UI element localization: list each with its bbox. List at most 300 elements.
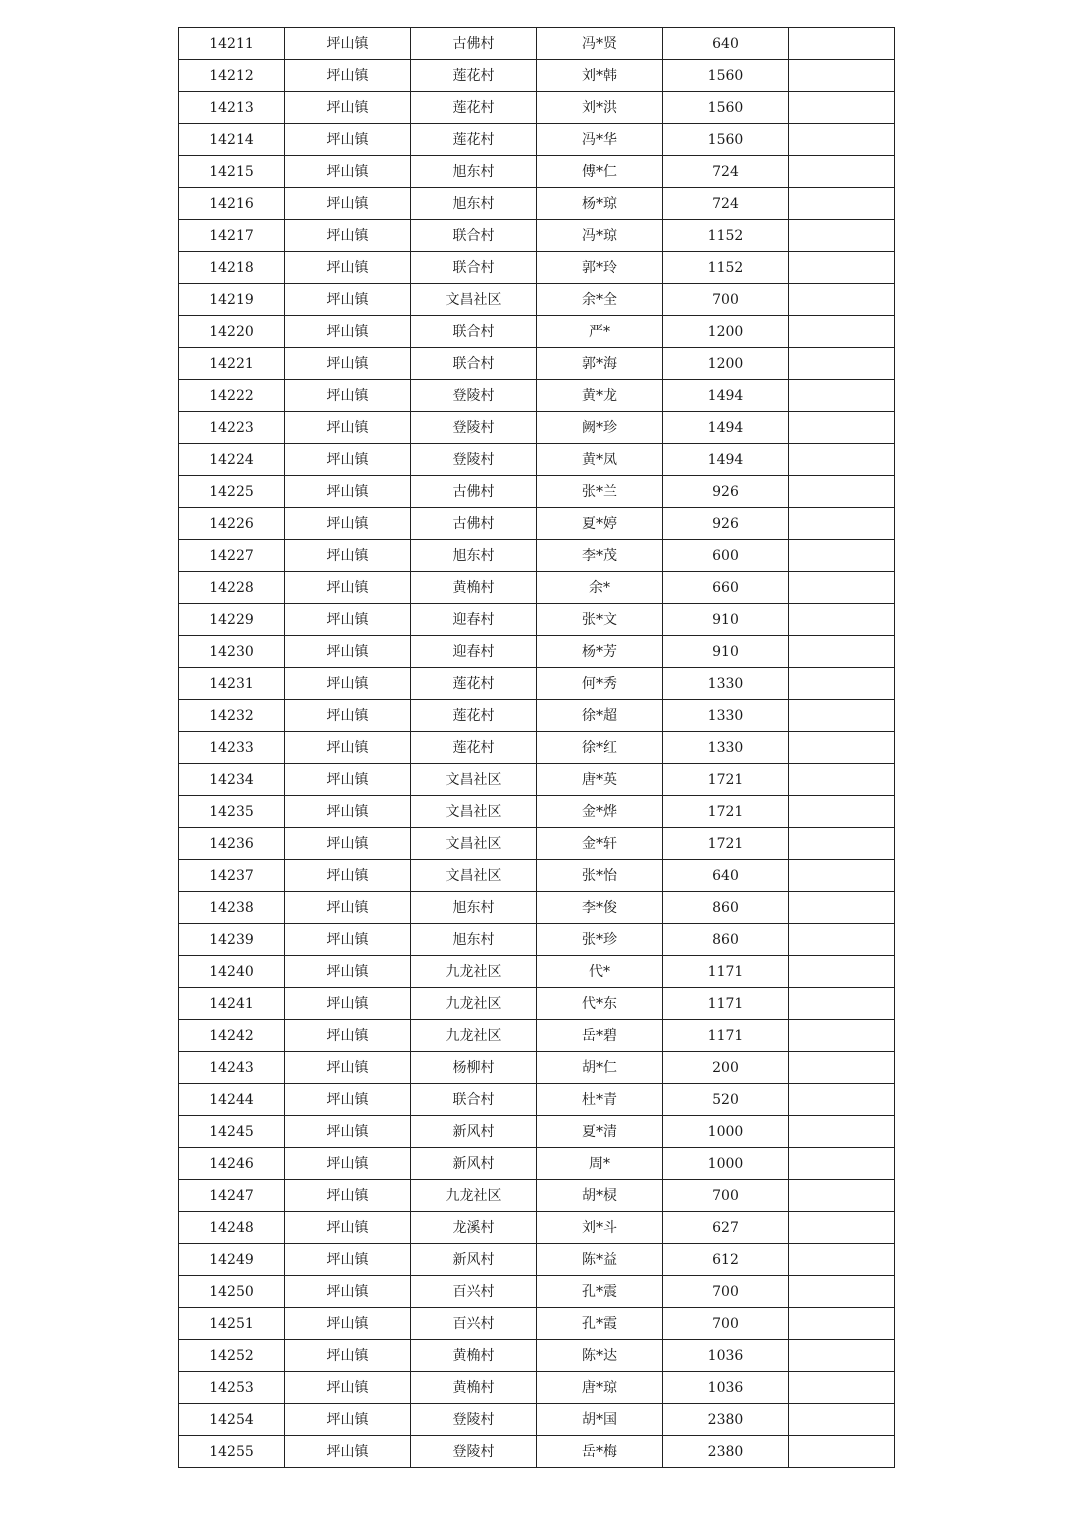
village-cell: 古佛村 (411, 508, 537, 540)
town-cell: 坪山镇 (285, 700, 411, 732)
table-row (179, 380, 895, 412)
town-cell: 坪山镇 (285, 1084, 411, 1116)
table-row (179, 1244, 895, 1276)
row-id-cell: 14232 (179, 700, 285, 732)
note-cell (789, 764, 895, 796)
town-cell: 坪山镇 (285, 924, 411, 956)
note-cell (789, 28, 895, 60)
name-cell: 陈*达 (537, 1340, 663, 1372)
amount-cell: 2380 (663, 1436, 789, 1468)
amount-cell: 724 (663, 156, 789, 188)
name-cell: 孔*震 (537, 1276, 663, 1308)
row-id-cell: 14224 (179, 444, 285, 476)
name-cell: 徐*超 (537, 700, 663, 732)
row-id-cell: 14235 (179, 796, 285, 828)
row-id-cell: 14233 (179, 732, 285, 764)
name-cell: 周* (537, 1148, 663, 1180)
row-id-cell: 14225 (179, 476, 285, 508)
village-cell: 联合村 (411, 252, 537, 284)
town-cell: 坪山镇 (285, 828, 411, 860)
row-id-cell: 14248 (179, 1212, 285, 1244)
town-cell: 坪山镇 (285, 252, 411, 284)
name-cell: 张*怡 (537, 860, 663, 892)
row-id-cell: 14227 (179, 540, 285, 572)
row-id-cell: 14253 (179, 1372, 285, 1404)
note-cell (789, 604, 895, 636)
name-cell: 胡*棂 (537, 1180, 663, 1212)
note-cell (789, 380, 895, 412)
note-cell (789, 188, 895, 220)
row-id-cell: 14242 (179, 1020, 285, 1052)
note-cell (789, 1180, 895, 1212)
note-cell (789, 1148, 895, 1180)
amount-cell: 1560 (663, 60, 789, 92)
town-cell: 坪山镇 (285, 1340, 411, 1372)
name-cell: 胡*国 (537, 1404, 663, 1436)
amount-cell: 1721 (663, 828, 789, 860)
town-cell: 坪山镇 (285, 156, 411, 188)
note-cell (789, 860, 895, 892)
table-row (179, 1436, 895, 1468)
name-cell: 李*茂 (537, 540, 663, 572)
village-cell: 新风村 (411, 1148, 537, 1180)
village-cell: 文昌社区 (411, 796, 537, 828)
row-id-cell: 14240 (179, 956, 285, 988)
amount-cell: 1560 (663, 92, 789, 124)
row-id-cell: 14250 (179, 1276, 285, 1308)
note-cell (789, 1052, 895, 1084)
note-cell (789, 508, 895, 540)
table-row (179, 1084, 895, 1116)
town-cell: 坪山镇 (285, 1404, 411, 1436)
row-id-cell: 14214 (179, 124, 285, 156)
name-cell: 唐*琼 (537, 1372, 663, 1404)
amount-cell: 700 (663, 284, 789, 316)
village-cell: 旭东村 (411, 892, 537, 924)
town-cell: 坪山镇 (285, 956, 411, 988)
note-cell (789, 892, 895, 924)
amount-cell: 1171 (663, 956, 789, 988)
village-cell: 九龙社区 (411, 1020, 537, 1052)
village-cell: 黄桷村 (411, 1340, 537, 1372)
note-cell (789, 124, 895, 156)
name-cell: 何*秀 (537, 668, 663, 700)
name-cell: 夏*清 (537, 1116, 663, 1148)
row-id-cell: 14245 (179, 1116, 285, 1148)
name-cell: 杨*芳 (537, 636, 663, 668)
row-id-cell: 14238 (179, 892, 285, 924)
row-id-cell: 14236 (179, 828, 285, 860)
table-row (179, 1372, 895, 1404)
village-cell: 登陵村 (411, 444, 537, 476)
table-row (179, 924, 895, 956)
row-id-cell: 14243 (179, 1052, 285, 1084)
village-cell: 联合村 (411, 220, 537, 252)
note-cell (789, 732, 895, 764)
amount-cell: 910 (663, 604, 789, 636)
table-row (179, 1180, 895, 1212)
amount-cell: 1036 (663, 1372, 789, 1404)
town-cell: 坪山镇 (285, 892, 411, 924)
village-cell: 文昌社区 (411, 284, 537, 316)
amount-cell: 724 (663, 188, 789, 220)
name-cell: 杜*青 (537, 1084, 663, 1116)
village-cell: 迎春村 (411, 604, 537, 636)
village-cell: 联合村 (411, 1084, 537, 1116)
town-cell: 坪山镇 (285, 1148, 411, 1180)
row-id-cell: 14241 (179, 988, 285, 1020)
note-cell (789, 252, 895, 284)
village-cell: 黄桷村 (411, 572, 537, 604)
name-cell: 张*文 (537, 604, 663, 636)
village-cell: 百兴村 (411, 1308, 537, 1340)
town-cell: 坪山镇 (285, 1436, 411, 1468)
name-cell: 余* (537, 572, 663, 604)
table-row (179, 1020, 895, 1052)
table-row (179, 252, 895, 284)
note-cell (789, 956, 895, 988)
note-cell (789, 284, 895, 316)
note-cell (789, 156, 895, 188)
name-cell: 余*全 (537, 284, 663, 316)
row-id-cell: 14246 (179, 1148, 285, 1180)
table-row (179, 220, 895, 252)
village-cell: 莲花村 (411, 92, 537, 124)
name-cell: 严* (537, 316, 663, 348)
table-row (179, 284, 895, 316)
note-cell (789, 220, 895, 252)
name-cell: 张*珍 (537, 924, 663, 956)
amount-cell: 612 (663, 1244, 789, 1276)
row-id-cell: 14252 (179, 1340, 285, 1372)
table-row (179, 1052, 895, 1084)
amount-cell: 700 (663, 1308, 789, 1340)
row-id-cell: 14216 (179, 188, 285, 220)
village-cell: 莲花村 (411, 668, 537, 700)
subsidy-table (178, 27, 895, 1468)
table-row (179, 316, 895, 348)
row-id-cell: 14223 (179, 412, 285, 444)
table-row (179, 476, 895, 508)
name-cell: 徐*红 (537, 732, 663, 764)
name-cell: 岳*碧 (537, 1020, 663, 1052)
row-id-cell: 14213 (179, 92, 285, 124)
table-row (179, 444, 895, 476)
village-cell: 杨柳村 (411, 1052, 537, 1084)
note-cell (789, 636, 895, 668)
row-id-cell: 14237 (179, 860, 285, 892)
note-cell (789, 60, 895, 92)
village-cell: 旭东村 (411, 924, 537, 956)
village-cell: 登陵村 (411, 1404, 537, 1436)
town-cell: 坪山镇 (285, 1052, 411, 1084)
table-row (179, 604, 895, 636)
note-cell (789, 476, 895, 508)
amount-cell: 1000 (663, 1148, 789, 1180)
note-cell (789, 1436, 895, 1468)
village-cell: 旭东村 (411, 156, 537, 188)
note-cell (789, 412, 895, 444)
amount-cell: 926 (663, 508, 789, 540)
name-cell: 金*烨 (537, 796, 663, 828)
row-id-cell: 14247 (179, 1180, 285, 1212)
amount-cell: 1200 (663, 348, 789, 380)
row-id-cell: 14211 (179, 28, 285, 60)
town-cell: 坪山镇 (285, 28, 411, 60)
table-row (179, 796, 895, 828)
town-cell: 坪山镇 (285, 764, 411, 796)
village-cell: 莲花村 (411, 732, 537, 764)
note-cell (789, 796, 895, 828)
amount-cell: 700 (663, 1180, 789, 1212)
amount-cell: 1330 (663, 700, 789, 732)
name-cell: 金*轩 (537, 828, 663, 860)
row-id-cell: 14244 (179, 1084, 285, 1116)
note-cell (789, 572, 895, 604)
amount-cell: 200 (663, 1052, 789, 1084)
town-cell: 坪山镇 (285, 636, 411, 668)
amount-cell: 860 (663, 892, 789, 924)
table-row (179, 412, 895, 444)
name-cell: 陈*益 (537, 1244, 663, 1276)
name-cell: 黄*龙 (537, 380, 663, 412)
note-cell (789, 1372, 895, 1404)
town-cell: 坪山镇 (285, 476, 411, 508)
village-cell: 文昌社区 (411, 828, 537, 860)
name-cell: 刘*韩 (537, 60, 663, 92)
row-id-cell: 14226 (179, 508, 285, 540)
name-cell: 代* (537, 956, 663, 988)
table-row (179, 1340, 895, 1372)
village-cell: 龙溪村 (411, 1212, 537, 1244)
amount-cell: 1000 (663, 1116, 789, 1148)
row-id-cell: 14222 (179, 380, 285, 412)
name-cell: 刘*斗 (537, 1212, 663, 1244)
town-cell: 坪山镇 (285, 444, 411, 476)
town-cell: 坪山镇 (285, 1372, 411, 1404)
amount-cell: 1152 (663, 220, 789, 252)
amount-cell: 2380 (663, 1404, 789, 1436)
amount-cell: 1721 (663, 764, 789, 796)
name-cell: 代*东 (537, 988, 663, 1020)
amount-cell: 520 (663, 1084, 789, 1116)
town-cell: 坪山镇 (285, 1180, 411, 1212)
amount-cell: 1171 (663, 988, 789, 1020)
table-row (179, 988, 895, 1020)
table-row (179, 540, 895, 572)
village-cell: 莲花村 (411, 60, 537, 92)
town-cell: 坪山镇 (285, 668, 411, 700)
table-row (179, 92, 895, 124)
note-cell (789, 828, 895, 860)
village-cell: 迎春村 (411, 636, 537, 668)
table-row (179, 1116, 895, 1148)
village-cell: 新风村 (411, 1244, 537, 1276)
table-row (179, 1276, 895, 1308)
village-cell: 旭东村 (411, 540, 537, 572)
village-cell: 莲花村 (411, 700, 537, 732)
table-row (179, 348, 895, 380)
name-cell: 阙*珍 (537, 412, 663, 444)
amount-cell: 1494 (663, 444, 789, 476)
note-cell (789, 92, 895, 124)
name-cell: 冯*华 (537, 124, 663, 156)
name-cell: 夏*婷 (537, 508, 663, 540)
town-cell: 坪山镇 (285, 1116, 411, 1148)
note-cell (789, 1020, 895, 1052)
town-cell: 坪山镇 (285, 188, 411, 220)
name-cell: 李*俊 (537, 892, 663, 924)
name-cell: 杨*琼 (537, 188, 663, 220)
table-row (179, 828, 895, 860)
village-cell: 九龙社区 (411, 956, 537, 988)
amount-cell: 660 (663, 572, 789, 604)
amount-cell: 640 (663, 860, 789, 892)
amount-cell: 1036 (663, 1340, 789, 1372)
town-cell: 坪山镇 (285, 412, 411, 444)
row-id-cell: 14251 (179, 1308, 285, 1340)
row-id-cell: 14228 (179, 572, 285, 604)
amount-cell: 627 (663, 1212, 789, 1244)
table-row (179, 700, 895, 732)
name-cell: 冯*琼 (537, 220, 663, 252)
town-cell: 坪山镇 (285, 60, 411, 92)
row-id-cell: 14215 (179, 156, 285, 188)
town-cell: 坪山镇 (285, 860, 411, 892)
row-id-cell: 14212 (179, 60, 285, 92)
village-cell: 黄桷村 (411, 1372, 537, 1404)
village-cell: 旭东村 (411, 188, 537, 220)
amount-cell: 1152 (663, 252, 789, 284)
amount-cell: 700 (663, 1276, 789, 1308)
name-cell: 岳*梅 (537, 1436, 663, 1468)
town-cell: 坪山镇 (285, 1244, 411, 1276)
note-cell (789, 1244, 895, 1276)
row-id-cell: 14231 (179, 668, 285, 700)
name-cell: 刘*洪 (537, 92, 663, 124)
table-row (179, 124, 895, 156)
town-cell: 坪山镇 (285, 508, 411, 540)
note-cell (789, 1340, 895, 1372)
amount-cell: 1721 (663, 796, 789, 828)
village-cell: 登陵村 (411, 412, 537, 444)
note-cell (789, 700, 895, 732)
note-cell (789, 924, 895, 956)
town-cell: 坪山镇 (285, 988, 411, 1020)
town-cell: 坪山镇 (285, 572, 411, 604)
note-cell (789, 348, 895, 380)
amount-cell: 1330 (663, 668, 789, 700)
row-id-cell: 14230 (179, 636, 285, 668)
amount-cell: 910 (663, 636, 789, 668)
village-cell: 九龙社区 (411, 1180, 537, 1212)
table-row (179, 860, 895, 892)
town-cell: 坪山镇 (285, 316, 411, 348)
table-row (179, 668, 895, 700)
note-cell (789, 1116, 895, 1148)
table-row (179, 1212, 895, 1244)
note-cell (789, 444, 895, 476)
note-cell (789, 1308, 895, 1340)
village-cell: 登陵村 (411, 380, 537, 412)
town-cell: 坪山镇 (285, 124, 411, 156)
table-row (179, 892, 895, 924)
table-body (179, 28, 895, 1468)
town-cell: 坪山镇 (285, 92, 411, 124)
name-cell: 冯*贤 (537, 28, 663, 60)
row-id-cell: 14234 (179, 764, 285, 796)
note-cell (789, 1276, 895, 1308)
table-row (179, 956, 895, 988)
note-cell (789, 988, 895, 1020)
row-id-cell: 14220 (179, 316, 285, 348)
village-cell: 登陵村 (411, 1436, 537, 1468)
village-cell: 联合村 (411, 348, 537, 380)
town-cell: 坪山镇 (285, 796, 411, 828)
name-cell: 孔*霞 (537, 1308, 663, 1340)
name-cell: 唐*英 (537, 764, 663, 796)
row-id-cell: 14239 (179, 924, 285, 956)
amount-cell: 860 (663, 924, 789, 956)
row-id-cell: 14221 (179, 348, 285, 380)
table-row (179, 156, 895, 188)
town-cell: 坪山镇 (285, 348, 411, 380)
town-cell: 坪山镇 (285, 1212, 411, 1244)
village-cell: 古佛村 (411, 28, 537, 60)
row-id-cell: 14219 (179, 284, 285, 316)
table-row (179, 1308, 895, 1340)
village-cell: 莲花村 (411, 124, 537, 156)
name-cell: 胡*仁 (537, 1052, 663, 1084)
amount-cell: 1494 (663, 380, 789, 412)
table-row (179, 732, 895, 764)
row-id-cell: 14254 (179, 1404, 285, 1436)
row-id-cell: 14249 (179, 1244, 285, 1276)
town-cell: 坪山镇 (285, 1020, 411, 1052)
town-cell: 坪山镇 (285, 380, 411, 412)
note-cell (789, 1404, 895, 1436)
row-id-cell: 14255 (179, 1436, 285, 1468)
table-row (179, 508, 895, 540)
note-cell (789, 1212, 895, 1244)
note-cell (789, 668, 895, 700)
name-cell: 黄*凤 (537, 444, 663, 476)
amount-cell: 1494 (663, 412, 789, 444)
name-cell: 郭*玲 (537, 252, 663, 284)
table-row (179, 60, 895, 92)
village-cell: 百兴村 (411, 1276, 537, 1308)
village-cell: 联合村 (411, 316, 537, 348)
town-cell: 坪山镇 (285, 604, 411, 636)
amount-cell: 1171 (663, 1020, 789, 1052)
name-cell: 傅*仁 (537, 156, 663, 188)
village-cell: 古佛村 (411, 476, 537, 508)
table-row (179, 572, 895, 604)
amount-cell: 1560 (663, 124, 789, 156)
table-row (179, 764, 895, 796)
amount-cell: 1200 (663, 316, 789, 348)
town-cell: 坪山镇 (285, 1276, 411, 1308)
village-cell: 新风村 (411, 1116, 537, 1148)
name-cell: 郭*海 (537, 348, 663, 380)
name-cell: 张*兰 (537, 476, 663, 508)
village-cell: 文昌社区 (411, 860, 537, 892)
table-row (179, 636, 895, 668)
note-cell (789, 1084, 895, 1116)
table-row (179, 1148, 895, 1180)
town-cell: 坪山镇 (285, 732, 411, 764)
table-row (179, 188, 895, 220)
